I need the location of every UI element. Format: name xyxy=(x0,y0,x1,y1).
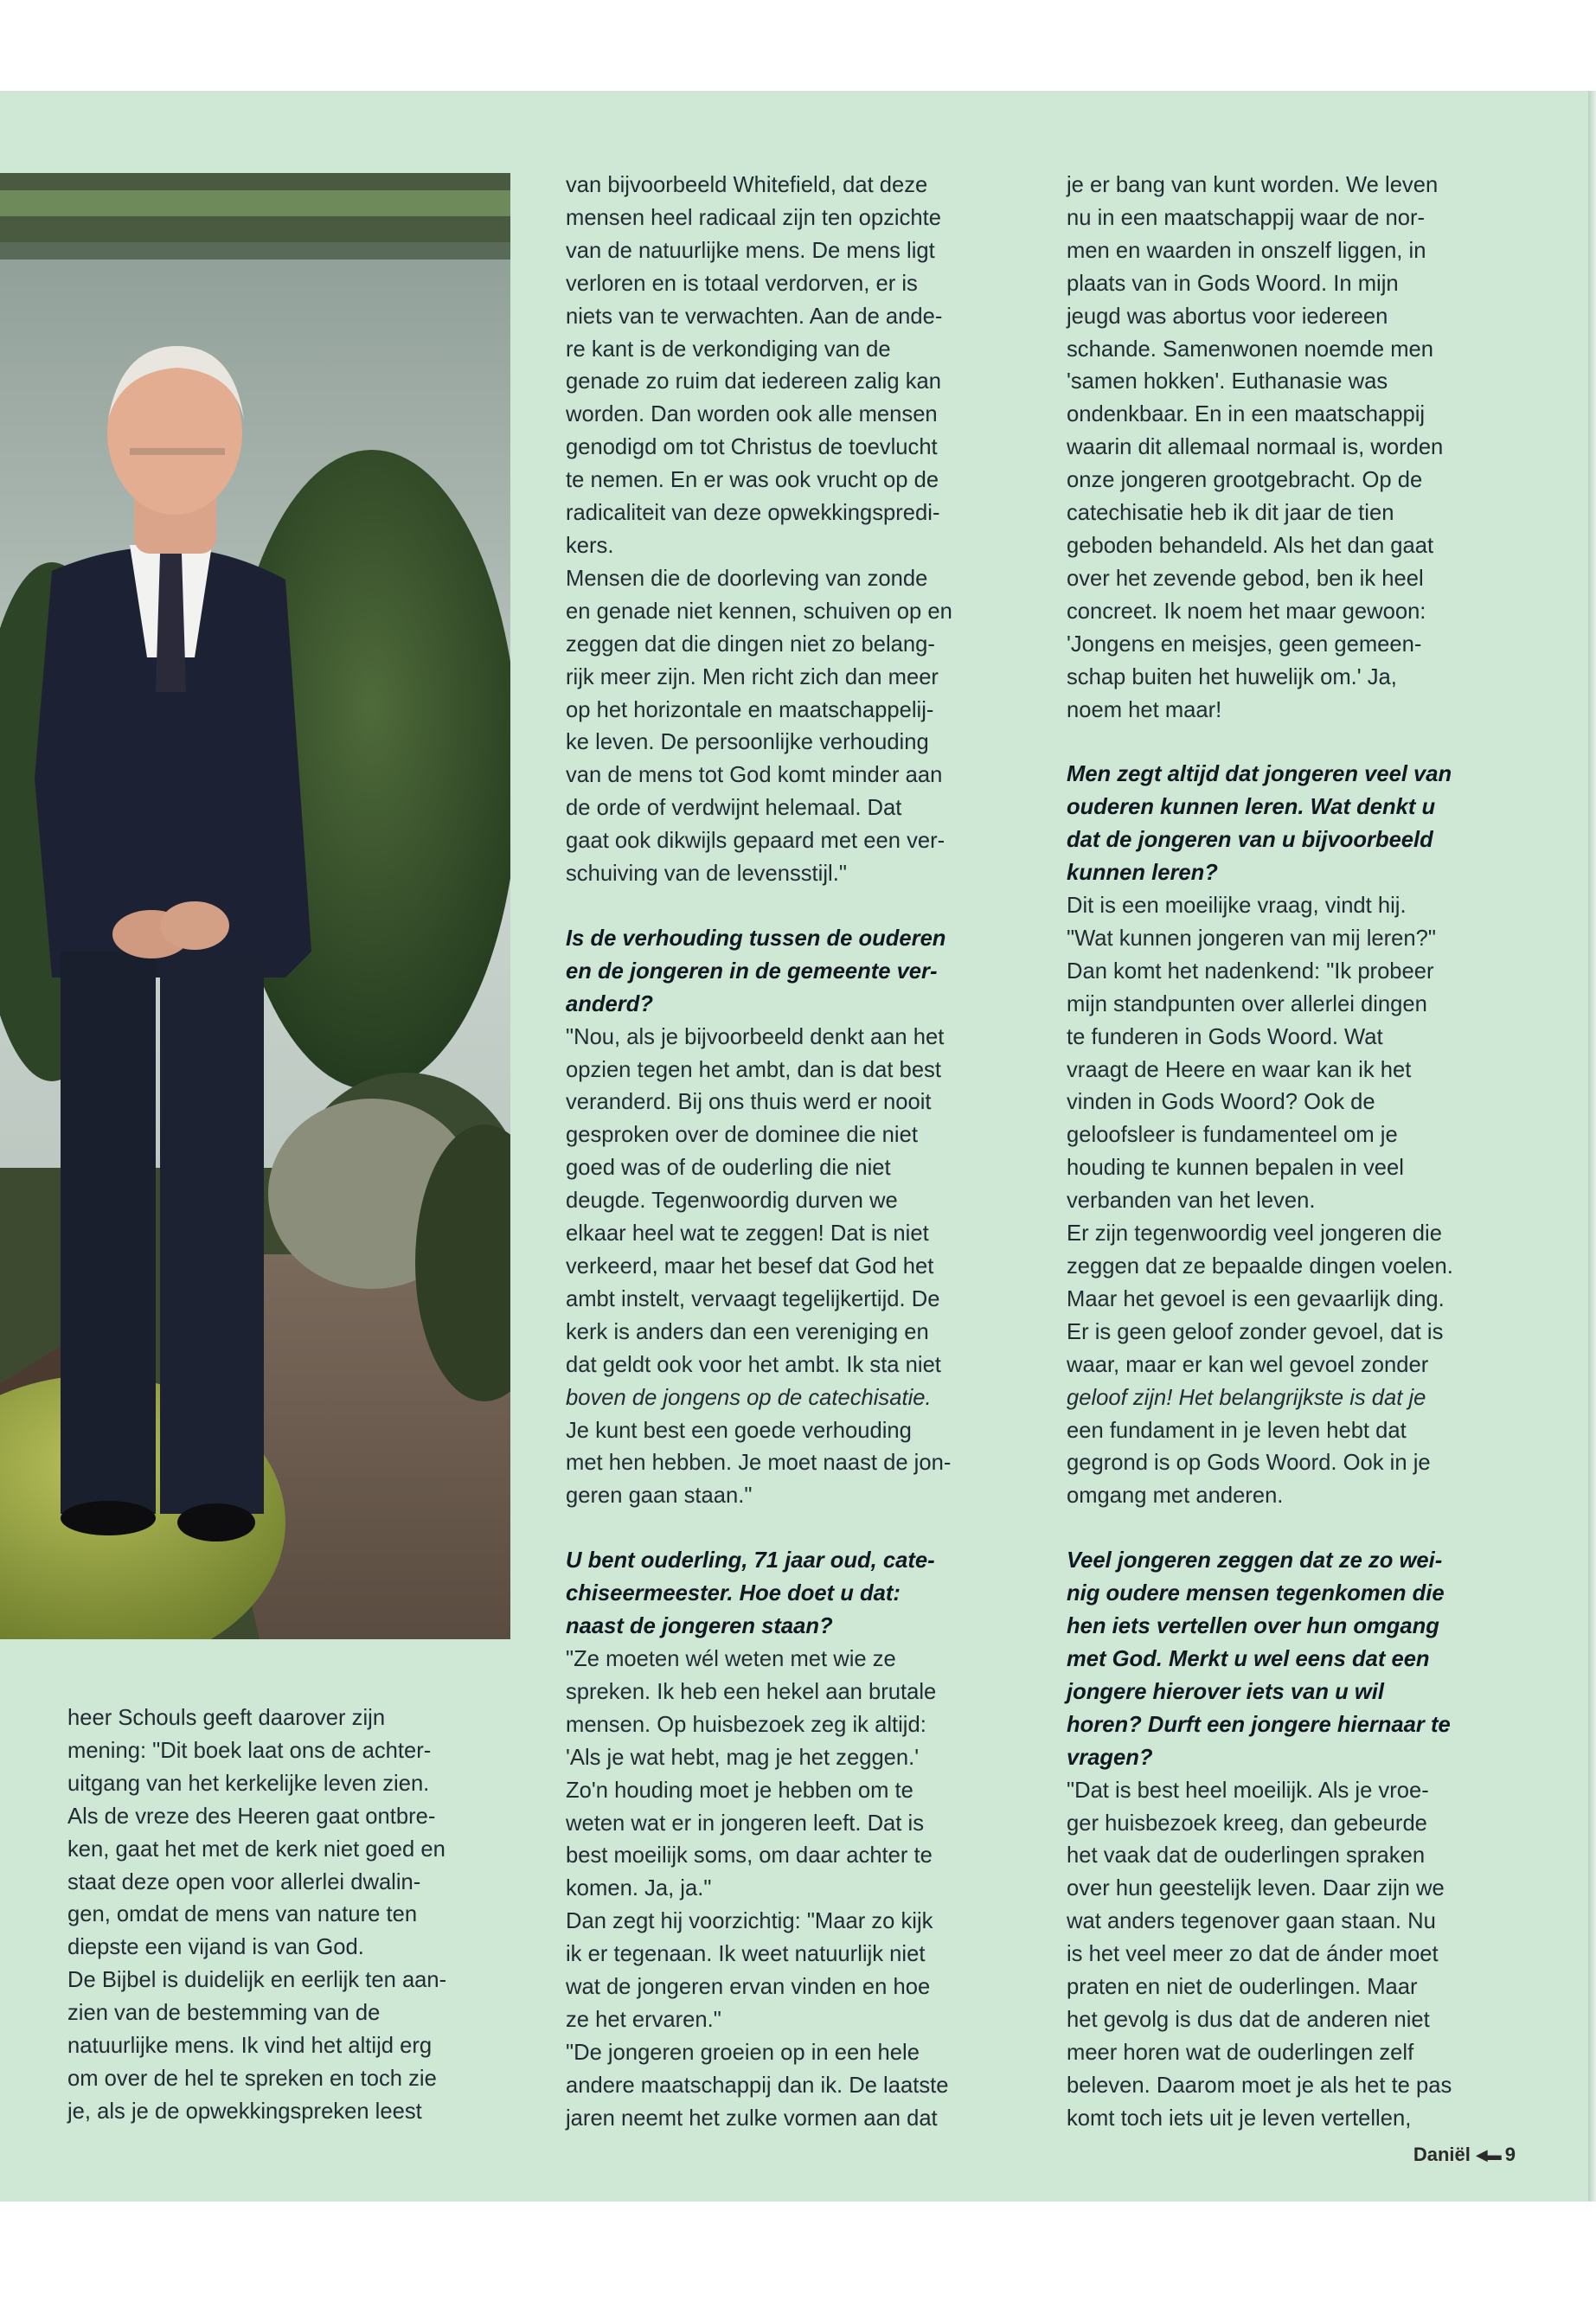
paragraph: "Ze moeten wél weten met wie ze spreken. Ik heb een hekel aan brutale mensen. Op huisbezoek zeg ik altijd: 'Als je wat hebt, mag je het zeggen.' Zo'n houding moet je hebben om te weten wat er in jongeren leeft. Dat is best moeilijk soms, om daar achter te komen. Ja, ja." xyxy=(566,1646,937,1901)
italic-text: geloof zijn! Het belangrijkste is dat je xyxy=(1067,1385,1426,1410)
page-edge xyxy=(1588,91,1596,2202)
paragraph-text: een fundament in je leven hebt dat gegrond is op Gods Woord. Ook in je omgang met anderen. xyxy=(1067,1418,1431,1509)
page-number: 9 xyxy=(1504,2144,1516,2165)
paragraph: Mensen die de doorleving van zonde en genade niet kennen, schuiven op en zeggen dat die dingen niet zo belang- rijk meer zijn. Men richt zich dan meer op het horizontale en maatschappelij- ke leven. De persoonlijke verhouding van de mens tot God komt minder aan de orde of verdwijnt helemaal. Dat gaat ook dikwijls gepaard met een ver- schuiving van de levensstijl." xyxy=(566,566,952,887)
paragraph: "De jongeren groeien op in een hele andere maatschappij dan ik. De laatste jaren neemt het zulke vormen aan dat xyxy=(566,2040,949,2131)
man-in-garden-photo xyxy=(0,173,510,1639)
interview-question: U bent ouderling, 71 jaar oud, cate- chiseermeester. Hoe doet u dat: naast de jongeren staan? xyxy=(566,1548,935,1639)
paragraph: De Bijbel is duidelijk en eerlijk ten aan- zien van de bestemming van de natuurlijke mens. Ik vind het altijd erg om over de hel te spreken en toch zie je, als je de opwekkingspreken leest xyxy=(67,1968,447,2124)
paragraph: van bijvoorbeeld Whitefield, dat deze mensen heel radicaal zijn ten opzichte van de natuurlijke mens. De mens ligt verloren en is totaal verdorven, er is niets van te verwachten. Aan de ande- re kant is de verkondiging van de genade zo ruim dat iedereen zalig kan worden. Dan worden ook alle mensen genodigd om tot Christus de toevlucht te nemen. En er was ook vrucht op de radicaliteit van deze opwekkingspredi- kers. xyxy=(566,173,943,558)
arrow-left-icon: ◀▬ xyxy=(1475,2145,1500,2163)
interview-question: Veel jongeren zeggen dat ze zo wei- nig oudere mensen tegenkomen die hen iets vertellen over hun omgang met God. Merkt u wel eens dat een jongere hierover iets van u wil horen? Durft een jongere hiernaar te vragen? xyxy=(1067,1548,1451,1770)
interview-question: Is de verhouding tussen de ouderen en de jongeren in de gemeente ver- anderd? xyxy=(566,926,946,1016)
paragraph: "Dat is best heel moeilijk. Als je vroe- ger huisbezoek kreeg, dan gebeurde het vaak dat de ouderlingen spraken over hun geestelijk leven. Daar zijn we wat anders tegenover gaan staan. Nu is het veel meer zo dat de ánder moet praten en niet de ouderlingen. Maar het gevolg is dus dat de anderen niet meer horen wat de ouderlingen zelf beleven. Daarom moet je als het te pas komt toch iets uit je leven vertellen, xyxy=(1067,1778,1452,2131)
paragraph-text: Er zijn tegenwoordig veel jongeren die zeggen dat ze bepaalde dingen voelen. Maar het gevoel is een gevaarlijk ding. Er is geen geloof zonder gevoel, dat is waar, maar er kan wel gevoel zonder xyxy=(1067,1221,1453,1377)
interview-question: Men zegt altijd dat jongeren veel van ouderen kunnen leren. Wat denkt u dat de jongeren van u bijvoorbeeld kunnen leren? xyxy=(1067,762,1452,886)
italic-text: boven de jongens op de catechisatie. xyxy=(566,1385,932,1410)
article-column-2 xyxy=(566,170,1033,2136)
paragraph xyxy=(1067,1218,1551,1513)
article-column-3 xyxy=(1067,170,1551,2136)
magazine-name: Daniël xyxy=(1413,2144,1471,2165)
paragraph: Dit is een moeilijke vraag, vindt hij. "Wat kunnen jongeren van mij leren?" Dan komt het nadenkend: "Ik probeer mijn standpunten over allerlei dingen te funderen in Gods Woord. Wat vraagt de Heere en waar kan ik het vinden in Gods Woord? Ook de geloofsleer is fundamenteel om je houding te kunnen bepalen in veel verbanden van het leven. xyxy=(1067,894,1436,1214)
paragraph-text: Je kunt best een goede verhouding met hen hebben. Je moet naast de jon- geren gaan staan." xyxy=(566,1418,952,1509)
article-column-1 xyxy=(67,1702,517,2129)
paragraph: heer Schouls geeft daarover zijn mening: "Dit boek laat ons de achter- uitgang van het kerkelijke leven zien. Als de vreze des Heeren gaat ontbre- ken, gaat het met de kerk niet goed en staat deze open voor allerlei dwalin- gen, omdat de mens van nature ten diepste een vijand is van God. xyxy=(67,1706,445,1960)
paragraph: Dan zegt hij voorzichtig: "Maar zo kijk ik er tegenaan. Ik weet natuurlijk niet wat de jongeren ervan vinden en hoe ze het ervaren." xyxy=(566,1909,933,2032)
page-footer xyxy=(1413,2144,1516,2166)
paragraph-text: "Nou, als je bijvoorbeeld denkt aan het opzien tegen het ambt, dan is dat best veranderd. Bij ons thuis werd er nooit gesproken over de dominee die niet goed was of de ouderling die niet deugde. Tegenwoordig durven we elkaar heel wat te zeggen! Dat is niet verkeerd, maar het besef dat God het ambt instelt, vervaagt tegelijkertijd. De kerk is anders dan een vereniging en dat geldt ook voor het ambt. Ik sta niet xyxy=(566,1024,945,1377)
paragraph xyxy=(566,1022,1033,1514)
paragraph: je er bang van kunt worden. We leven nu in een maatschappij waar de nor- men en waarden in onszelf liggen, in plaats van in Gods Woord. In mijn jeugd was abortus voor iedereen schande. Samenwonen noemde men 'samen hokken'. Euthanasie was ondenkbaar. En in een maatschappij waarin dit allemaal normaal is, worden onze jongeren grootgebracht. Op de catechisatie heb ik dit jaar de tien geboden behandeld. Als het dan gaat over het zevende gebod, ben ik heel concreet. Ik noem het maar gewoon: 'Jongens en meisjes, geen gemeen- schap buiten het huwelijk om.' Ja, noem het maar! xyxy=(1067,173,1444,722)
